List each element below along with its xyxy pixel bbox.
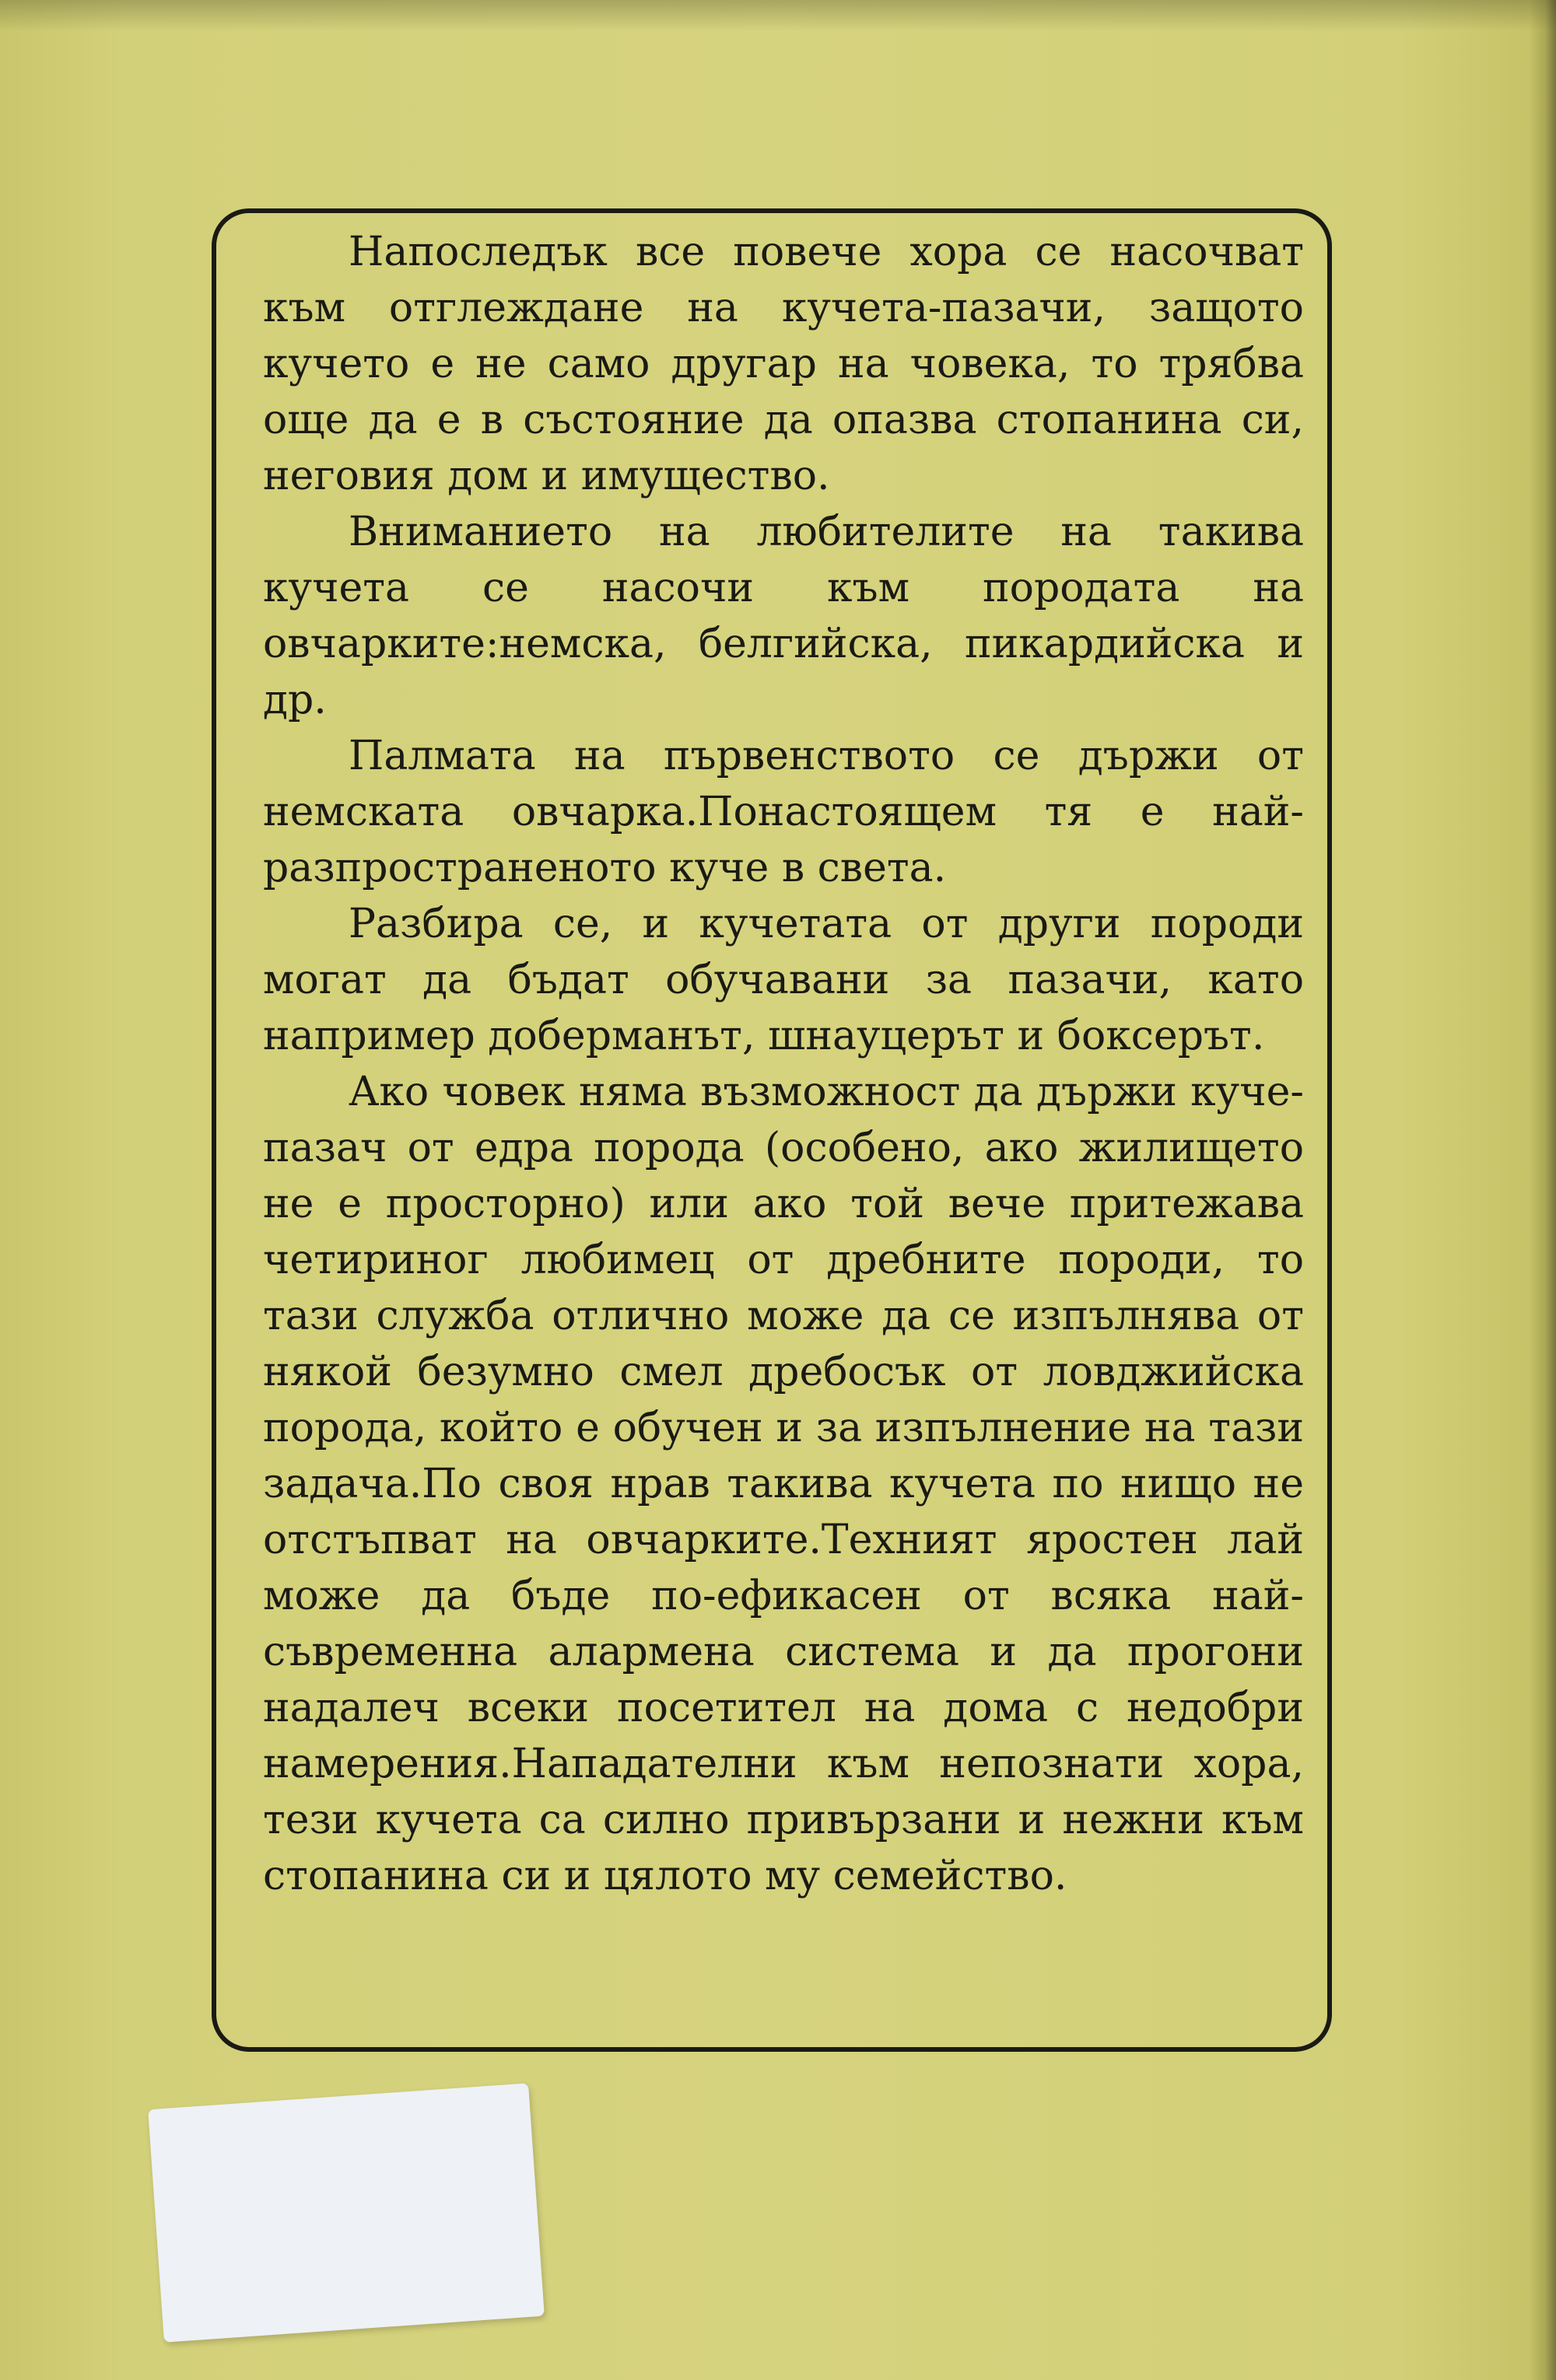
blurb-paragraph-4: Разбира се, и кучетата от други породи могат да бъдат обучавани за пазачи, като например доберманът, шнауцерът и боксерът. bbox=[263, 901, 1304, 1059]
blurb-text bbox=[263, 224, 1304, 1904]
blank-sticker-label bbox=[148, 2083, 545, 2342]
cover-spine-edge bbox=[1530, 0, 1556, 2380]
blurb-paragraph-1: Напоследък все повече хора се насочват към отглеждане на кучета-пазачи, защото кучето е не само другар на човека, то трябва още да е в състояние да опазва стопанина си, неговия дом и имущество. bbox=[263, 229, 1304, 499]
cover-top-shadow bbox=[0, 0, 1556, 31]
blurb-paragraph-3: Палмата на първенството се държи от немската овчарка.Понастоящем тя е най-разпространеното куче в света. bbox=[263, 733, 1304, 891]
blurb-paragraph-2: Вниманието на любителите на такива кучета се насочи към породата на овчарките:немска, белгийска, пикардийска и др. bbox=[263, 509, 1304, 723]
blurb-paragraph-5: Ако човек няма възможност да държи куче-пазач от едра порода (особено, ако жилището не е просторно) или ако той вече притежава четириног любимец от дребните породи, то тази служба отлично може да се изпълнява от някой безумно смел дребосък от ловджийска порода, който е обучен и за изпълнение на тази задача.По своя нрав такива кучета по нищо не отстъпват на овчарките.Техният яростен лай може да бъде по-ефикасен от всяка най-съвременна алармена система и да прогони надалеч всеки посетител на дома с недобри намерения.Нападателни към непознати хора, тези кучета са силно привързани и нежни към стопанина си и цялото му семейство. bbox=[263, 1069, 1304, 1899]
